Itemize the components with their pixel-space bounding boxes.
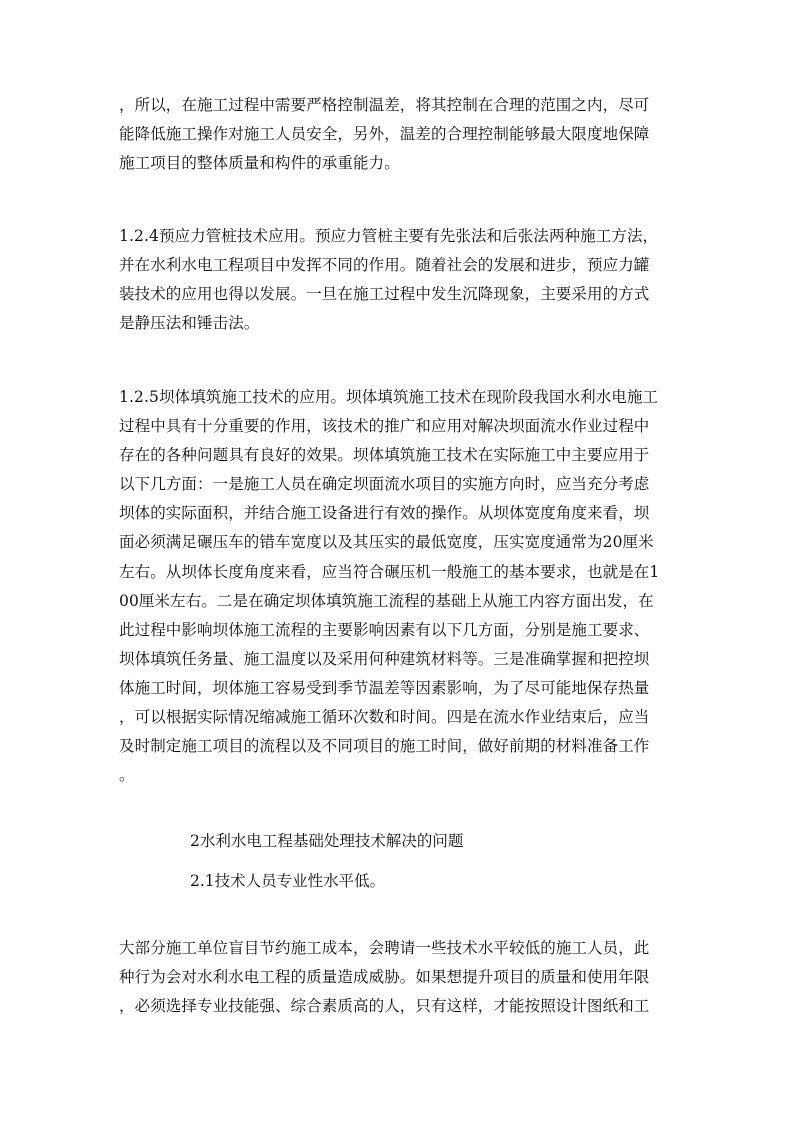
- paragraph-dam-filling: [119, 383, 679, 790]
- text-line: 左右。从坝体长度角度来看，应当符合碾压机一般施工的基本要求，也就是在1: [119, 562, 660, 581]
- text-line: 00厘米左右。二是在确定坝体填筑施工流程的基础上从施工内容方面出发，在: [119, 591, 654, 610]
- text-line: 1.2.4预应力管桩技术应用。预应力管桩主要有先张法和后张法两种施工方法，: [119, 227, 659, 245]
- text-line: 并在水利水电工程项目中发挥不同的作用。随着社会的发展和进步，预应力罐: [119, 256, 650, 275]
- text-line: ，必须选择专业技能强、综合素质高的人，只有这样，才能按照设计图纸和工: [119, 997, 650, 1016]
- text-line: 面必须满足碾压车的错车宽度以及其压实的最低宽度，压实宽度通常为20厘米: [119, 533, 654, 552]
- text-line: 体施工时间，坝体施工容易受到季节温差等因素影响，为了尽可能地保存热量: [119, 678, 650, 697]
- text-line: 存在的各种问题具有良好的效果。坝体填筑施工技术在实际施工中主要应用于: [119, 446, 650, 465]
- text-line: 过程中具有十分重要的作用，该技术的推广和应用对解决坝面流水作业过程中: [119, 417, 650, 436]
- text-line: 1.2.5坝体填筑施工技术的应用。坝体填筑施工技术在现阶段我国水利水电施工: [119, 388, 659, 406]
- text-line: 此过程中影响坝体施工流程的主要影响因素有以下几方面，分别是施工要求、: [119, 620, 650, 639]
- text-line: 坝体填筑任务量、施工温度以及采用何种建筑材料等。三是准确掌握和把控坝: [119, 649, 650, 668]
- section-heading: 2水利水电工程基础处理技术解决的问题: [190, 832, 464, 850]
- text-line: 种行为会对水利水电工程的质量造成威胁。如果想提升项目的质量和使用年限: [119, 968, 650, 987]
- text-line: ，可以根据实际情况缩减施工循环次数和时间。四是在流水作业结束后，应当: [119, 708, 650, 727]
- paragraph-temperature-control: [119, 91, 679, 178]
- text-line: 是静压法和锤击法。: [119, 314, 260, 333]
- text-line: 施工项目的整体质量和构件的承重能力。: [119, 154, 400, 173]
- paragraph-prestressed-pile: [119, 222, 679, 338]
- subsection-heading: 2.1技术人员专业性水平低。: [190, 872, 386, 890]
- text-line: 。: [119, 766, 135, 785]
- text-line: 大部分施工单位盲目节约施工成本，会聘请一些技术水平较低的施工人员，此: [119, 939, 650, 957]
- paragraph-technician-skill: [119, 934, 679, 1021]
- text-line: 及时制定施工项目的流程以及不同项目的施工时间，做好前期的材料准备工作: [119, 737, 650, 756]
- text-line: 能降低施工操作对施工人员安全，另外，温差的合理控制能够最大限度地保障: [119, 125, 650, 144]
- text-line: 装技术的应用也得以发展。一旦在施工过程中发生沉降现象，主要采用的方式: [119, 285, 650, 304]
- text-line: ，所以，在施工过程中需要严格控制温差，将其控制在合理的范围之内，尽可: [119, 96, 650, 114]
- text-line: 以下几方面：一是施工人员在确定坝面流水项目的实施方向时，应当充分考虑: [119, 475, 650, 494]
- text-line: 坝体的实际面积，并结合施工设备进行有效的操作。从坝体宽度角度来看，坝: [119, 504, 650, 523]
